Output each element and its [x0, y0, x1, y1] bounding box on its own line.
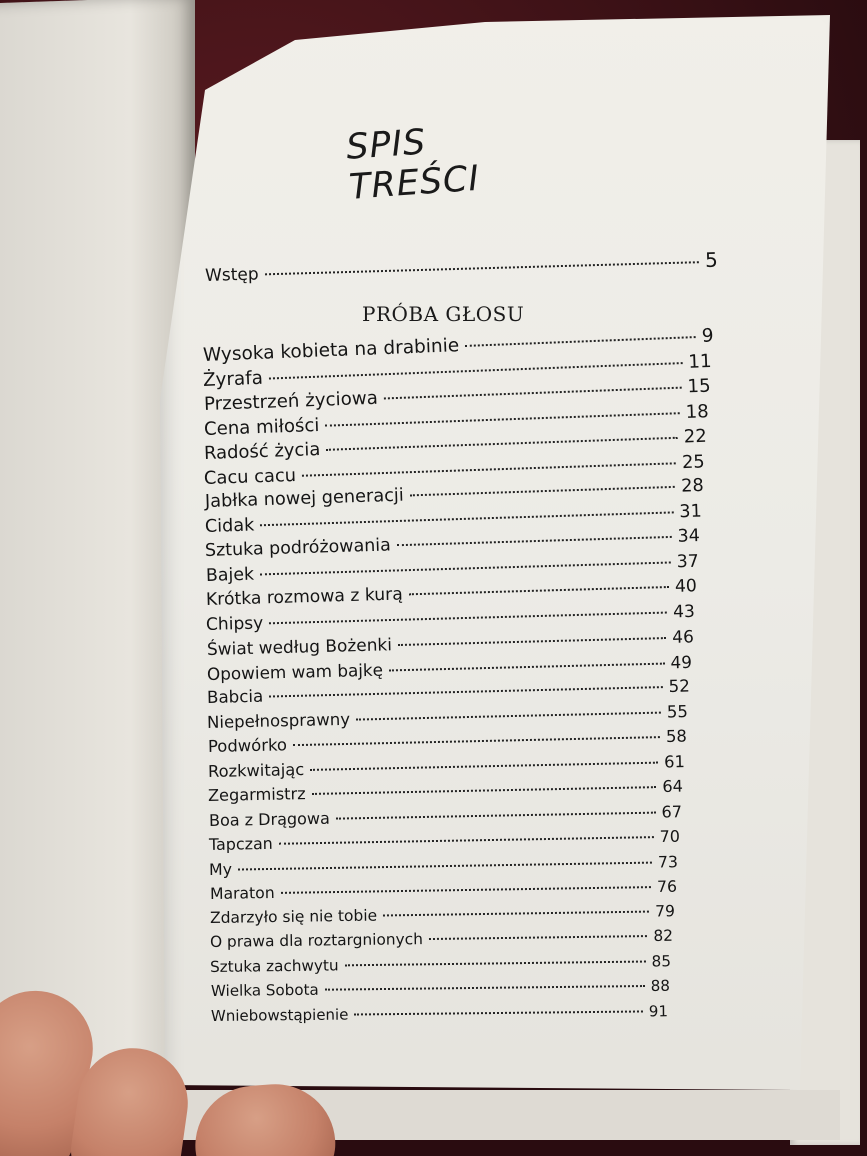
toc-leader-dots	[345, 960, 646, 966]
toc-entry-title: O prawa dla roztargnionych	[209, 930, 424, 952]
toc-leader-dots	[302, 462, 676, 476]
toc-entry-page: 31	[679, 501, 703, 522]
toc-entry-title: Tapczan	[208, 834, 273, 855]
toc-leader-dots	[312, 786, 657, 795]
toc-entry-page: 91	[648, 1002, 669, 1021]
toc-entry-title: Świat według Bożenki	[206, 634, 392, 660]
toc-entry-page: 76	[656, 876, 677, 897]
toc-leader-dots	[269, 686, 662, 697]
toc-entry-title: Niepełnosprawny	[207, 709, 351, 732]
toc-entry-title: Przestrzeń życiowa	[203, 387, 378, 416]
toc-entry-title: My	[209, 859, 233, 879]
page-title: SPIS TREŚCI	[345, 122, 482, 208]
toc-entry-title: Bajek	[205, 564, 254, 586]
toc-entry-page: 58	[665, 726, 687, 747]
toc-entry-title: Sztuka podróżowania	[205, 535, 392, 562]
toc-entry-title: Wysoka kobieta na drabinie	[202, 335, 460, 366]
toc-entry-title: Sztuka zachwytu	[210, 956, 340, 976]
toc-entry-title: Jabłka nowej generacji	[204, 485, 404, 513]
toc-entry-title: Maraton	[209, 883, 275, 904]
toc-leader-dots	[269, 611, 667, 624]
toc-entry-page: 25	[682, 450, 706, 473]
toc-entry-title: Zegarmistrz	[208, 784, 307, 806]
toc-entry-title: Zdarzyło się nie tobie	[209, 906, 378, 927]
toc-entry-title: Cena miłości	[203, 414, 320, 440]
toc-entry-page: 64	[662, 776, 684, 797]
toc-entry-title: Żyrafa	[202, 367, 264, 391]
toc-entry-page: 18	[685, 400, 709, 423]
toc-entry-title: Cacu cacu	[204, 464, 297, 489]
toc-entry-page: 61	[664, 751, 686, 772]
toc-leader-dots	[354, 1010, 642, 1015]
toc-leader-dots	[326, 437, 678, 451]
toc-entry-page: 9	[701, 325, 715, 347]
toc-leader-dots	[310, 761, 658, 770]
section-heading: PRÓBA GŁOSU	[362, 302, 525, 326]
toc-entry-title: Podwórko	[207, 735, 287, 757]
toc-leader-dots	[397, 637, 665, 646]
toc-entry-title: Opowiem wam bajkę	[206, 659, 384, 684]
toc-entry-page: 79	[654, 901, 675, 921]
toc-entry-page: 5	[704, 247, 719, 273]
toc-entry-page: 11	[688, 350, 713, 373]
toc-leader-dots	[356, 711, 661, 720]
toc-entry-page: 49	[670, 651, 692, 673]
toc-entry-page: 88	[650, 977, 670, 996]
toc-leader-dots	[280, 886, 650, 894]
toc-leader-dots	[409, 586, 669, 595]
toc-entry-title: Rozkwitając	[207, 759, 305, 781]
toc-entry-page: 28	[680, 476, 704, 497]
toc-leader-dots	[409, 486, 675, 497]
toc-entry-title: Cidak	[204, 515, 255, 537]
toc-entry-title: Krótka rozmowa z kurą	[205, 584, 403, 611]
toc-entry-title: Chipsy	[205, 613, 264, 635]
toc-entry-page: 43	[673, 601, 696, 622]
toc-entry-title: Wielka Sobota	[210, 981, 319, 1001]
toc-leader-dots	[383, 387, 681, 400]
toc-entry-page: 40	[674, 576, 698, 597]
toc-entry-title: Radość życia	[203, 439, 321, 465]
toc-entry-title: Wstęp	[204, 264, 259, 286]
toc-entry-title: Wniebowstąpienie	[210, 1005, 349, 1025]
toc-leader-dots	[260, 561, 671, 575]
toc-entry-page: 46	[671, 626, 694, 648]
toc-entry-page: 15	[686, 375, 711, 398]
toc-entry-page: 55	[667, 701, 689, 722]
toc-leader-dots	[325, 412, 679, 427]
toc-leader-dots	[279, 836, 654, 845]
toc-entry-page: 73	[657, 851, 679, 872]
toc-leader-dots	[265, 261, 700, 275]
toc-leader-dots	[260, 511, 673, 526]
toc-entry-title: Babcia	[206, 686, 264, 708]
toc-entry-page: 34	[677, 526, 701, 547]
toc-leader-dots	[293, 736, 660, 746]
toc-leader-dots	[324, 985, 644, 991]
toc-entry-page: 82	[653, 926, 674, 946]
toc-entry-page: 37	[676, 551, 699, 572]
toc-leader-dots	[465, 336, 696, 347]
toc-entry-page: 22	[683, 425, 708, 448]
toc-entry-page: 67	[660, 801, 682, 822]
toc-entry-title: Boa z Drągowa	[208, 808, 330, 830]
toc-entry-page: 85	[651, 951, 672, 971]
toc-leader-dots	[389, 662, 665, 671]
toc-entry-page: 52	[668, 676, 691, 697]
toc-leader-dots	[238, 861, 652, 870]
toc-leader-dots	[335, 811, 655, 819]
toc-leader-dots	[429, 935, 648, 940]
toc-leader-dots	[383, 910, 649, 916]
toc-entry-page: 70	[659, 826, 681, 847]
toc-leader-dots	[397, 536, 672, 546]
